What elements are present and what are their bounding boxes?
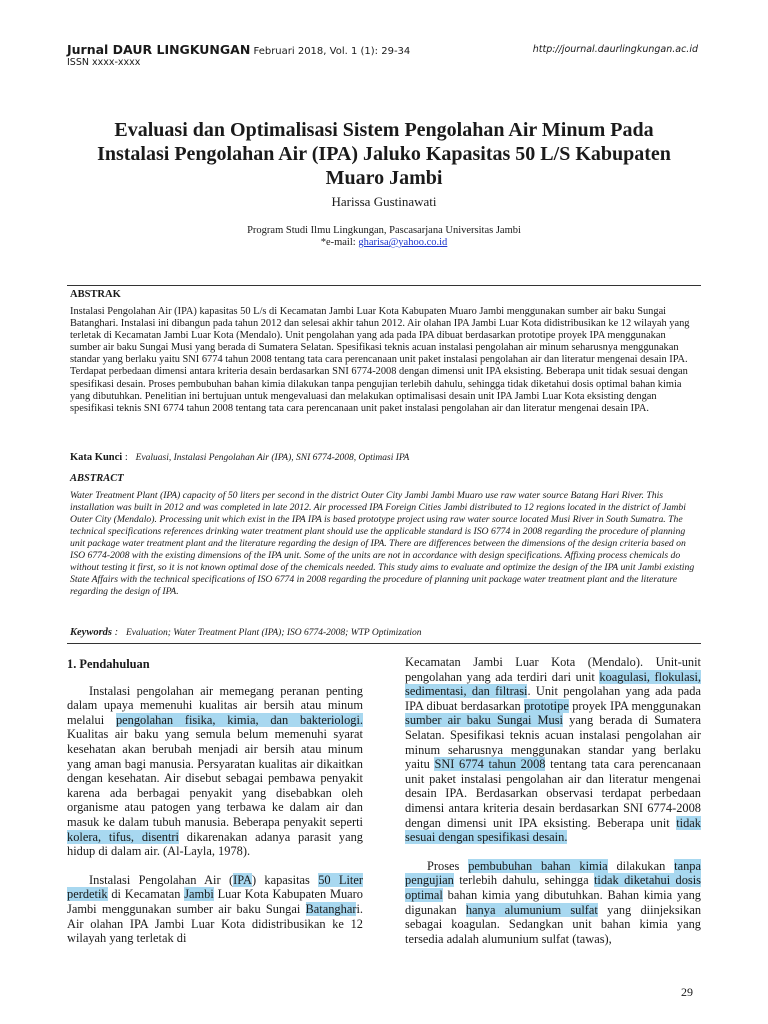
page-number: 29 xyxy=(681,985,693,999)
abstrak-heading: ABSTRAK xyxy=(70,289,121,300)
highlight: hanya alumunium sulfat xyxy=(465,902,598,917)
journal-header xyxy=(67,42,698,72)
kata-kunci-text: Evaluasi, Instalasi Pengolahan Air (IPA), SNI 6774-2008, Optimasi IPA xyxy=(135,453,410,463)
highlight: 50 Liter perdetik xyxy=(67,872,364,902)
keywords-text: Evaluation; Water Treatment Plant (IPA); ISO 6774-2008; WTP Optimization xyxy=(126,628,422,638)
paragraph-intro-4: Proses pembubuhan bahan kimia dilakukan tanpa pengujian terlebih dahulu, sehingga tidak diketahui dosis optimal bahan kimia yang dibutuhkan. Bahan kimia yang digunakan hanya alumunium sulfat yang diinjeksikan sebagai koagulan. Sedangkan unit bahan kimia yang tersedia adalah alumunium sulfat (tawas), xyxy=(405,858,702,946)
highlight: koagulasi, flokulasi, sedimentasi, dan filtrasi xyxy=(405,669,701,699)
journal-citation xyxy=(67,42,410,57)
section-heading: 1. Pendahuluan xyxy=(67,657,150,671)
highlight: prototipe xyxy=(524,698,569,713)
body-column-right xyxy=(405,655,701,946)
highlight: SNI 6774 tahun 2008 xyxy=(434,757,546,772)
highlight: kolera, tifus, disentri xyxy=(67,829,179,844)
paragraph-intro-1: Instalasi pengolahan air memegang peranan penting dalam upaya memenuhi kualitas air bersih atau minum melalui pengolahan fisika, kimia, dan bakteriologi. Kualitas air baku yang semula belum memenuhi syarat kesehatan akan berubah menjadi air bersih atau minum yang aman bagi manusia. Persyaratan kualitas air dikaitkan dengan kesehatan. Air disebut sebagai pembawa penyakit karena ada berbagai penyakit yang disebabkan oleh organisme atau patogen yang terbawa ke dalam air dan masuk ke dalam tubuh manusia. Beberapa penyakit seperti kolera, tifus, disentri dikarenakan adanya parasit yang hidup di dalam air. (Al-Layla, 1978). xyxy=(67,683,363,859)
kata-kunci-separator: : xyxy=(122,452,128,463)
highlight: tanpa pengujian xyxy=(405,858,701,888)
keywords-separator: : xyxy=(112,627,119,638)
paper-title: Evaluasi dan Optimalisasi Sistem Pengolahan Air Minum Pada Instalasi Pengolahan Air (IPA) Jaluko Kapasitas 50 L/S Kabupaten Muaro Jambi xyxy=(97,119,671,189)
author-affiliation xyxy=(0,225,768,249)
paragraph-intro-3: Kecamatan Jambi Luar Kota (Mendalo). Unit-unit pengolahan yang ada terdiri dari unit koagulasi, flokulasi, sedimentasi, dan filtrasi. Unit pengolahan yang ada pada IPA dibuat berdasarkan prototipe proyek IPA menggunakan sumber air baku Sungai Musi yang berada di Sumatera Selatan. Spesifikasi teknis acuan instalasi pengolahan air minum seharusnya menggunakan standar yang berlaku yaitu SNI 6774 tahun 2008 tentang tata cara perencanaan unit paket instalasi pengolahan air dan literatur mengenai desain IPA. Berdasarkan observasi terdapat perbedaan dimensi antara kriteria desain berdasarkan SNI 6774-2008 dengan dimensi unit IPA eksisting. Beberapa unit tidak sesuai dengan spesifikasi desain. xyxy=(405,655,701,845)
highlight: tidak diketahui dosis optimal xyxy=(405,873,701,902)
abstract-bottom-rule xyxy=(67,643,701,644)
keywords-label: Keywords xyxy=(70,627,112,638)
author-name: Harissa Gustinawati xyxy=(331,194,437,209)
abstrak-text: Instalasi Pengolahan Air (IPA) kapasitas 50 L/s di Kecamatan Jambi Luar Kota Kabupaten Muaro Jambi menggunakan sumber air baku Sungai Batanghari. Instalasi ini dibangun pada tahun 2012 dan selesai akhir tahun 2012. Air olahan IPA Jambi Luar Kota didistribusikan ke 12 wilayah yang terletak di Kecamatan Jambi Luar Kota (Mendalo). Unit pengolahan yang ada pada IPA dibuat berdasarkan prototipe proyek IPA menggunakan sumber air baku Sungai Musi yang berada di Sumatera Selatan. Spesifikasi teknis acuan instalasi pengolahan air minum seharusnya menggunakan standar yang berlaku yaitu SNI 6774 tahun 2008 tentang tata cara perencanaan unit paket instalasi pengolahan air dan literatur mengenai desain IPA. Terdapat perbedaan dimensi antara kriteria desain berdasarkan SNI 6774-2008 dengan dimensi unit IPA eksisting. Beberapa unit tidak sesuai dengan spesifikasi desain. Proses pembubuhan bahan kimia dilakukan tanpa pengujian terlebih dahulu, sehingga tidak diketahui dosis optimal bahan kimia yang dibutuhkan. Penelitian ini bertujuan untuk mengevaluasi dan melakukan optimalisasi desain unit IPA Jambi Luar Kota eksisting dengan spesifikasi teknis SNI 6774 tahun 2008 tentang tata cara perencanaan unit paket instalasi pengolahan air dan literatur mengenai desain IPA. xyxy=(70,306,690,414)
email-prefix: *e-mail: xyxy=(320,237,359,248)
kata-kunci-label: Kata Kunci xyxy=(70,452,123,463)
highlight: pembubuhan bahan kimia xyxy=(468,858,608,873)
journal-url[interactable]: http://journal.daurlingkungan.ac.id xyxy=(532,44,698,55)
email-link[interactable]: gharisa@yahoo.co.id xyxy=(358,237,448,248)
affiliation-line: Program Studi Ilmu Lingkungan, Pascasarjana Universitas Jambi xyxy=(247,225,521,236)
kata-kunci-line xyxy=(70,452,698,463)
highlight: Batanghar xyxy=(305,901,357,916)
highlight: sumber air baku Sungai Musi xyxy=(405,713,563,728)
abstract-top-rule xyxy=(67,285,701,286)
highlight: tidak sesuai dengan spesifikasi desain. xyxy=(405,815,701,845)
paragraph-intro-2: Instalasi Pengolahan Air (IPA) kapasitas 50 Liter perdetik di Kecamatan Jambi Luar Kota Kabupaten Muaro Jambi menggunakan sumber air baku Sungai Batanghari. Air olahan IPA Jambi Luar Kota didistribusikan ke 12 wilayah yang terletak di xyxy=(67,872,364,946)
body-column-left xyxy=(67,655,363,946)
journal-name: Jurnal DAUR LINGKUNGAN xyxy=(67,42,251,57)
issn: ISSN xxxx-xxxx xyxy=(67,57,141,68)
abstract-text: Water Treatment Plant (IPA) capacity of 50 liters per second in the district Outer City Jambi Jambi Muaro use raw water source Batang Hari River. This installation was built in 2012 and was completed in late 2012. Air processed IPA Foreign Cities Jambi distributed to 12 regions located in the district of Jambi Outer City (Mendalo). Processing unit which exist in the IPA IPA is based prototype project using raw water source located Musi River in South Sumatra. The technical specifications references drinking water treatment plant should use the applicable standard is ISO 6774 in 2008 regarding the procedure of planning unit package water treatment plant and the literature regarding the design of IPA. There are differences between the dimensions of the design criteria based on ISO 6774-2008 with the existing dimensions of the IPA unit. Some of the units are not in accordance with design specifications. Affixing process chemicals do without testing it first, so it is not known optimal dose of the chemicals needed. This study aims to evaluate and optimize the design of the IPA unit Jambi existing State Affairs with the technical specifications of ISO 6774 in 2008 regarding the procedure of planning unit package water treatment plant and the literature regarding the design of IPA. xyxy=(70,490,695,597)
highlight: pengolahan fisika, kimia, dan bakteriologi. xyxy=(115,712,363,727)
highlight: IPA xyxy=(233,872,252,887)
highlight: Jambi xyxy=(184,887,214,902)
email-line xyxy=(0,237,768,249)
keywords-line xyxy=(70,627,698,638)
journal-issue-info: Februari 2018, Vol. 1 (1): 29-34 xyxy=(253,46,411,57)
abstract-heading: ABSTRACT xyxy=(70,473,124,484)
